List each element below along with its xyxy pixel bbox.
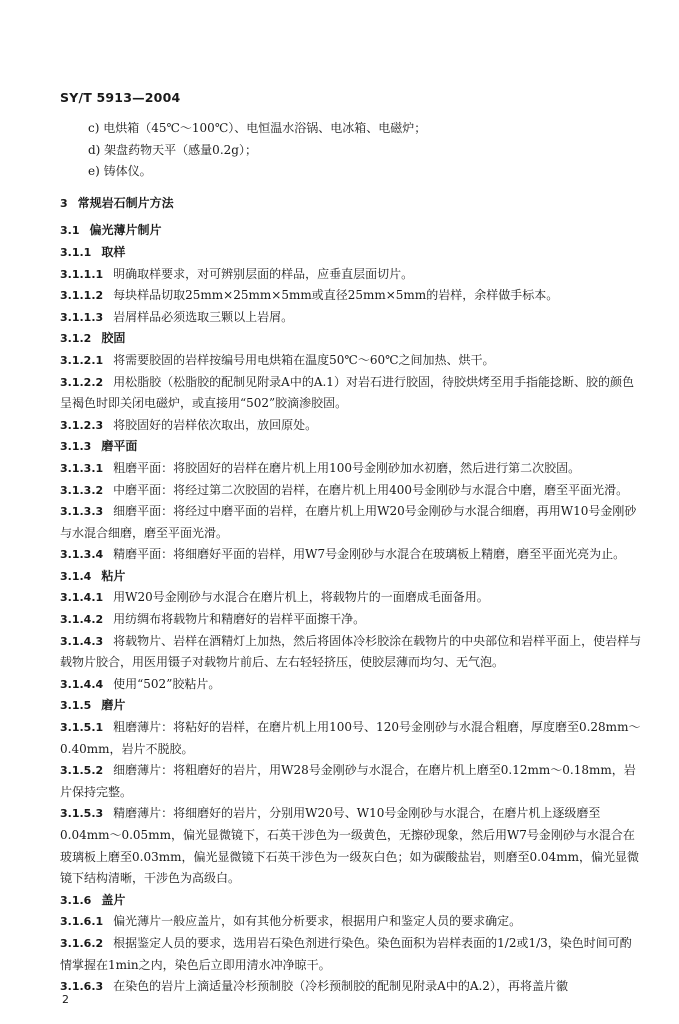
clause-text: 用W20号金刚砂与水混合在磨片机上，将载物片的一面磨成毛面备用。 bbox=[113, 590, 489, 605]
clause bbox=[60, 544, 642, 566]
clause-number: 3.1.2.1 bbox=[60, 353, 104, 367]
clause-text: 用松脂胶（松脂胶的配制见附录A中的A.1）对岩石进行胶固，待胶烘烤至用手指能捻断、胶的颜色呈褐色时即关闭电磁炉，或直接用“502”胶滴渗胶固。 bbox=[60, 374, 634, 411]
clause bbox=[60, 587, 642, 609]
clause bbox=[60, 501, 642, 544]
section-title: 常规岩石制片方法 bbox=[77, 195, 174, 210]
clause-text: 细磨平面：将经过中磨平面的岩样，在磨片机上用W20号金刚砂与水混合细磨，再用W10号金刚砂与水混合细磨，磨至平面光滑。 bbox=[60, 504, 637, 540]
clause-heading bbox=[60, 890, 642, 912]
clause-heading bbox=[60, 436, 642, 458]
clause-title: 盖片 bbox=[101, 892, 126, 907]
clause-number: 3.1.6 bbox=[60, 893, 92, 907]
clause bbox=[60, 609, 642, 631]
clause bbox=[60, 458, 642, 480]
clause-number: 3.1.6.2 bbox=[60, 936, 104, 950]
clause-text: 明确取样要求，对可辨别层面的样品，应垂直层面切片。 bbox=[113, 266, 414, 281]
clause-text: 在染色的岩片上滴适量冷杉预制胶（冷杉预制胶的配制见附录A中的A.2），再将盖片徽 bbox=[113, 979, 568, 994]
clause-number: 3.1.2.2 bbox=[60, 375, 104, 389]
clause-number: 3.1.2.3 bbox=[60, 418, 104, 432]
clause-text: 中磨平面：将经过第二次胶固的岩样，在磨片机上用400号金刚砂与水混合中磨，磨至平面光滑。 bbox=[113, 482, 629, 497]
clause-text: 用纺绸布将载物片和精磨好的岩样平面擦干净。 bbox=[113, 612, 366, 627]
clause-text: 将胶固好的岩样依次取出，放回原处。 bbox=[113, 417, 318, 432]
document-body bbox=[60, 118, 642, 998]
clause bbox=[60, 976, 642, 998]
list-item: d) 架盘药物天平（感量0.2g）； bbox=[88, 142, 257, 157]
section-heading bbox=[60, 193, 642, 215]
clause bbox=[60, 264, 642, 286]
clause bbox=[60, 285, 642, 307]
clause-number: 3.1.1.1 bbox=[60, 267, 104, 281]
list-item: e) 铸体仪。 bbox=[88, 164, 152, 179]
clause bbox=[60, 307, 642, 329]
clause-title: 偏光薄片制片 bbox=[89, 223, 162, 238]
clause-number: 3.1.5.3 bbox=[60, 807, 104, 821]
clause-number: 3.1.1 bbox=[60, 245, 92, 259]
clause-title: 磨平面 bbox=[101, 439, 138, 454]
clause-heading bbox=[60, 242, 642, 264]
clause-text: 根据鉴定人员的要求，选用岩石染色剂进行染色。染色面积为岩样表面的1/2或1/3，染色时间可酌情掌握在1min之内，染色后立即用清水冲净晾干。 bbox=[60, 935, 632, 972]
clause-number: 3.1.4.3 bbox=[60, 634, 104, 648]
clause-text: 将载物片、岩样在酒精灯上加热，然后将固体冷杉胶涂在载物片的中央部位和岩样平面上，使岩样与载物片胶合，用医用镊子对载物片前后、左右轻轻挤压，使胶层薄而均匀、无气泡。 bbox=[60, 633, 642, 670]
clause-title: 胶固 bbox=[101, 331, 126, 346]
clause-heading bbox=[60, 566, 642, 588]
clause-number: 3.1.3.4 bbox=[60, 548, 104, 562]
clause-heading bbox=[60, 220, 642, 242]
standard-code-header: SY/T 5913—2004 bbox=[60, 90, 181, 105]
clause bbox=[60, 760, 642, 803]
clause-title: 磨片 bbox=[101, 698, 126, 713]
clause-number: 3.1.3.1 bbox=[60, 461, 104, 475]
clause-text: 偏光薄片一般应盖片，如有其他分析要求，根据用户和鉴定人员的要求确定。 bbox=[113, 914, 522, 929]
clause bbox=[60, 631, 642, 674]
clause-heading bbox=[60, 328, 642, 350]
clause-text: 每块样品切取25mm×25mm×5mm或直径25mm×5mm的岩样，余样做手标本。 bbox=[113, 288, 559, 303]
page-number: 2 bbox=[62, 993, 69, 1006]
clause-number: 3.1.3 bbox=[60, 440, 92, 454]
clause bbox=[60, 911, 642, 933]
clause-number: 3.1.1.2 bbox=[60, 289, 104, 303]
clause-number: 3.1.6.1 bbox=[60, 915, 104, 929]
clause-text: 岩屑样品必须选取三颗以上岩屑。 bbox=[113, 309, 294, 324]
clause-text: 粗磨平面：将胶固好的岩样在磨片机上用100号金刚砂加水初磨，然后进行第二次胶固。 bbox=[113, 460, 581, 475]
clause-title: 取样 bbox=[101, 244, 126, 259]
clause-number: 3.1.6.3 bbox=[60, 980, 104, 994]
clause-number: 3.1.5 bbox=[60, 699, 92, 713]
clause-number: 3.1.3.2 bbox=[60, 483, 104, 497]
clause-number: 3.1.4.2 bbox=[60, 613, 104, 627]
section-number: 3 bbox=[60, 196, 68, 210]
clause bbox=[60, 480, 642, 502]
clause-number: 3.1.1.3 bbox=[60, 310, 104, 324]
clause bbox=[60, 415, 642, 437]
list-item: c) 电烘箱（45℃～100℃）、电恒温水浴锅、电冰箱、电磁炉； bbox=[88, 121, 427, 135]
clause-number: 3.1.5.1 bbox=[60, 721, 104, 735]
clause bbox=[60, 803, 642, 889]
clause-text: 粗磨薄片：将粘好的岩样，在磨片机上用100号、120号金刚砂与水混合粗磨，厚度磨至0.28mm～0.40mm，岩片不脱胶。 bbox=[60, 720, 641, 756]
clause bbox=[60, 350, 642, 372]
clause bbox=[60, 674, 642, 696]
clause-number: 3.1.4.1 bbox=[60, 591, 104, 605]
clause-number: 3.1.4 bbox=[60, 569, 92, 583]
clause-text: 精磨薄片：将细磨好的岩片，分别用W20号、W10号金刚砂与水混合，在磨片机上逐级磨至0.04mm～0.05mm，偏光显微镜下，石英干涉色为一级黄色，无擦砂现象，然后用W7号金刚砂与水混合在玻璃板上磨至0.03mm，偏光显微镜下石英干涉色为一级灰白色；如为碳酸盐岩，则磨至0.04mm，偏光显微镜下结构清晰，干涉色为高级白。 bbox=[60, 806, 639, 886]
clause-number: 3.1.5.2 bbox=[60, 764, 104, 778]
clause-number: 3.1.3.3 bbox=[60, 505, 104, 519]
clause-heading bbox=[60, 695, 642, 717]
clause-text: 细磨薄片：将粗磨好的岩片，用W28号金刚砂与水混合，在磨片机上磨至0.12mm～0.18mm，岩片保持完整。 bbox=[60, 763, 636, 799]
clause-text: 将需要胶固的岩样按编号用电烘箱在温度50℃～60℃之间加热、烘干。 bbox=[113, 352, 495, 367]
clause bbox=[60, 933, 642, 976]
clause bbox=[60, 717, 642, 760]
clause-title: 粘片 bbox=[101, 568, 126, 583]
clause-text: 精磨平面：将细磨好平面的岩样，用W7号金刚砂与水混合在玻璃板上精磨，磨至平面光亮为止。 bbox=[113, 547, 626, 562]
clause bbox=[60, 372, 642, 415]
clause-text: 使用“502”胶粘片。 bbox=[113, 676, 221, 691]
clause-number: 3.1.4.4 bbox=[60, 677, 104, 691]
clause-number: 3.1.2 bbox=[60, 332, 92, 346]
clause-number: 3.1 bbox=[60, 224, 80, 238]
